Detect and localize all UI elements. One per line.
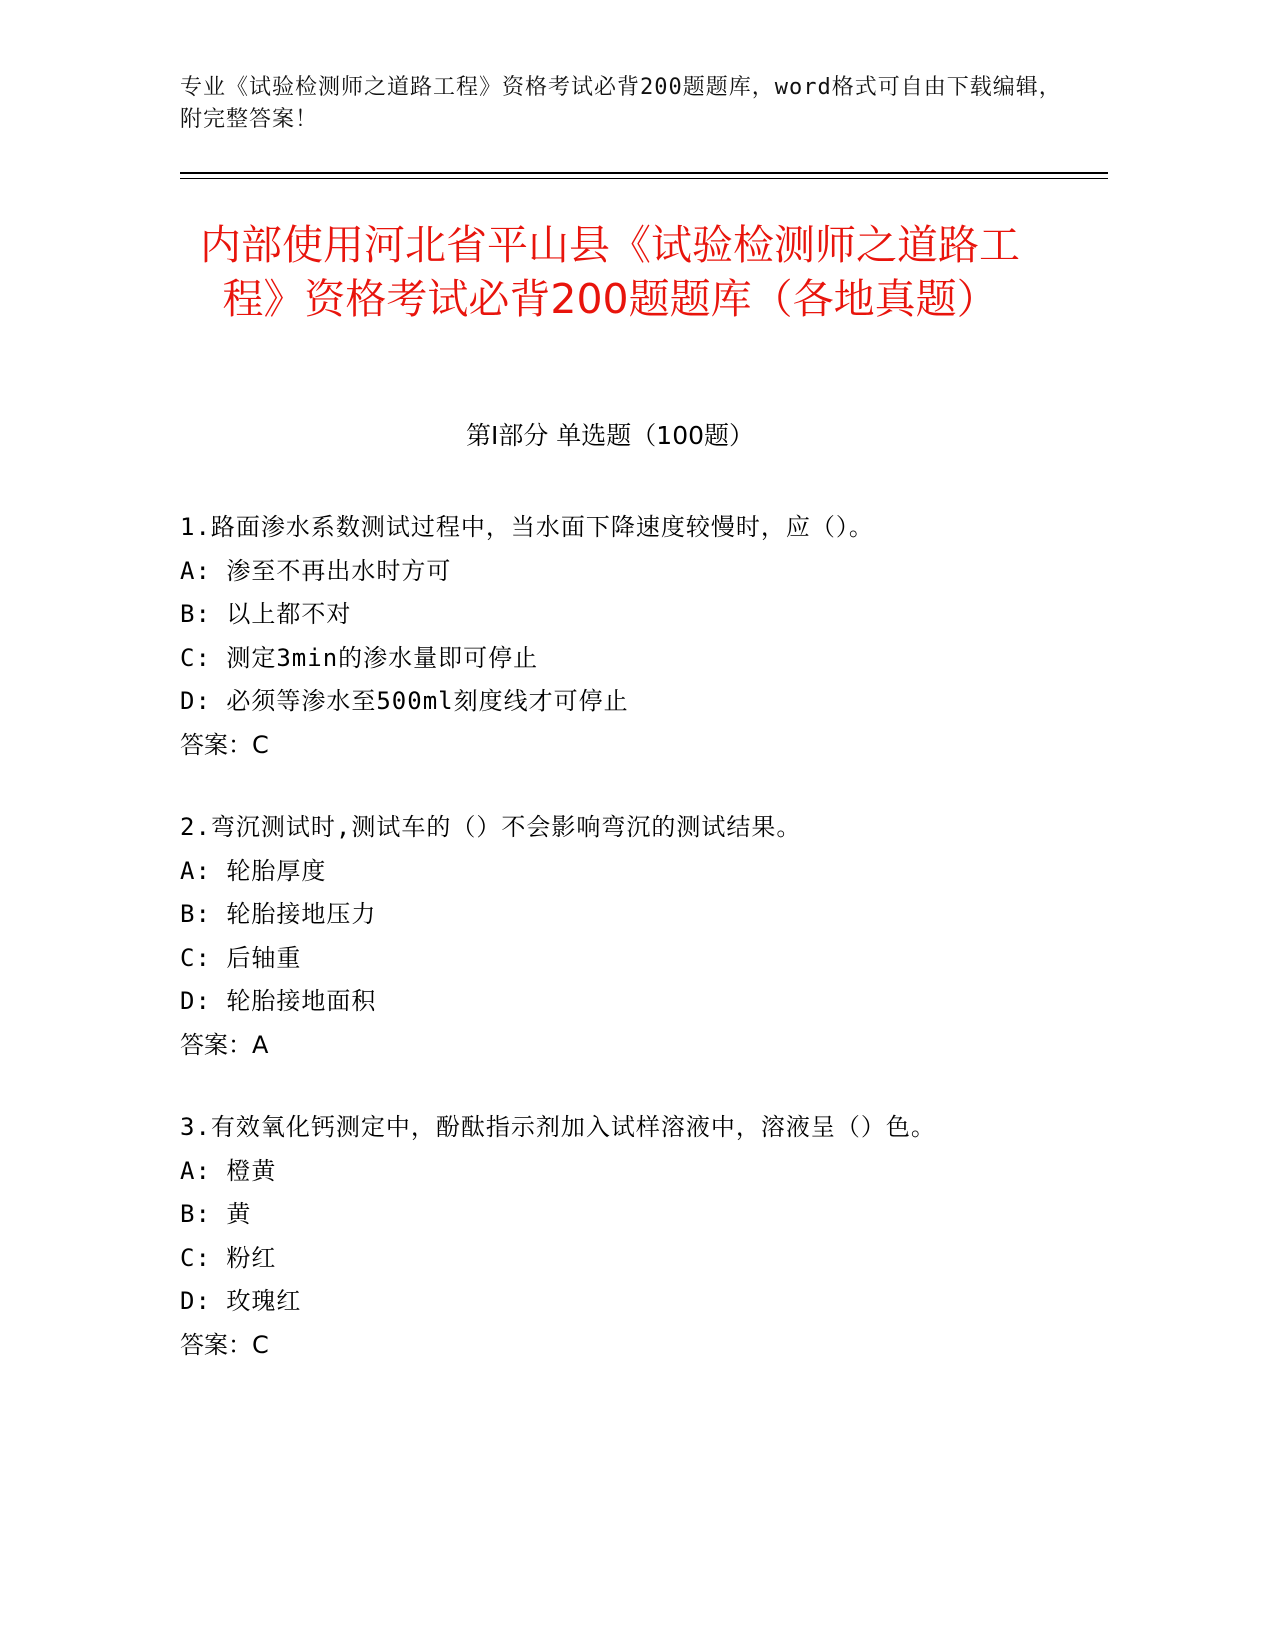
question-stem: 1.路面渗水系数测试过程中，当水面下降速度较慢时，应（）。 [180, 513, 874, 541]
header-divider-thin [180, 178, 1108, 179]
option-b: B: 轮胎接地压力 [180, 900, 377, 928]
question-stem: 2.弯沉测试时,测试车的（）不会影响弯沉的测试结果。 [180, 813, 802, 841]
header-divider-thick [180, 172, 1108, 174]
answer-label: 答案：A [180, 1030, 269, 1059]
question-item [180, 806, 1080, 1067]
document-header-note: 专业《试验检测师之道路工程》资格考试必背200题题库，word格式可自由下载编辑，附完整答案！ [180, 75, 1062, 132]
option-a: A: 橙黄 [180, 1156, 277, 1185]
option-c: C: 测定3min的渗水量即可停止 [180, 643, 539, 672]
option-a: A: 轮胎厚度 [180, 856, 327, 885]
option-a: A: 渗至不再出水时方可 [180, 556, 452, 585]
option-c: C: 粉红 [180, 1243, 277, 1272]
question-list [180, 506, 1080, 1406]
option-d: D: 轮胎接地面积 [180, 987, 377, 1015]
answer-label: 答案：C [180, 1330, 269, 1359]
question-item [180, 1106, 1080, 1367]
answer-label: 答案：C [180, 730, 269, 759]
option-d: D: 必须等渗水至500ml刻度线才可停止 [180, 687, 629, 715]
document-title: 内部使用河北省平山县《试验检测师之道路工程》资格考试必背200题题库（各地真题） [200, 221, 1020, 323]
option-d: D: 玫瑰红 [180, 1287, 302, 1315]
question-stem: 3.有效氧化钙测定中，酚酞指示剂加入试样溶液中，溶液呈（）色。 [180, 1113, 936, 1141]
option-c: C: 后轴重 [180, 943, 302, 972]
question-item [180, 506, 1080, 767]
option-b: B: 以上都不对 [180, 600, 352, 628]
option-b: B: 黄 [180, 1200, 252, 1228]
section-heading: 第I部分 单选题（100题） [465, 421, 755, 450]
